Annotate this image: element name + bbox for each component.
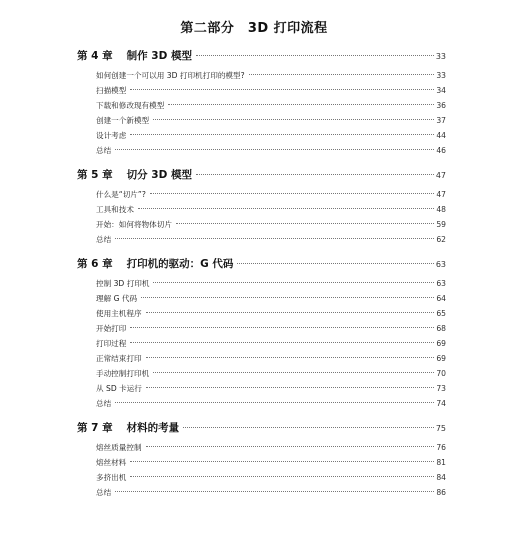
dot-leader [153, 372, 434, 373]
dot-leader [176, 223, 434, 224]
dot-leader [196, 174, 434, 175]
dot-leader [138, 208, 434, 209]
toc-entry[interactable] [96, 457, 446, 472]
dot-leader [150, 193, 434, 194]
dot-leader [183, 427, 434, 428]
toc-entry[interactable] [96, 234, 446, 249]
toc-entry[interactable] [96, 100, 446, 115]
entry-title: 创建一个新模型 [96, 116, 150, 125]
entry-title: 正常结束打印 [96, 354, 142, 363]
dot-leader [146, 387, 434, 388]
entry-title: 什么是“切片”? [96, 190, 146, 199]
entry-page-number: 47 [436, 190, 446, 199]
entry-page-number: 65 [436, 309, 446, 318]
dot-leader [115, 149, 434, 150]
chapter-title: 打印机的驱动：G 代码 [126, 258, 234, 270]
dot-leader [115, 402, 434, 403]
entry-page-number: 81 [436, 458, 446, 467]
entry-page-number: 64 [436, 294, 446, 303]
entry-page-number: 69 [436, 354, 446, 363]
entry-page-number: 33 [436, 71, 446, 80]
dot-leader [249, 74, 435, 75]
toc-entry[interactable] [96, 204, 446, 219]
chapter-number: 第 4 章 [77, 50, 113, 62]
dot-leader [237, 263, 433, 264]
dot-leader [130, 327, 434, 328]
dot-leader [130, 134, 434, 135]
part-title: 第二部分 3D 打印流程 [180, 21, 328, 36]
entry-title: 总结 [96, 488, 112, 497]
chapter-number: 第 5 章 [77, 169, 113, 181]
dot-leader [146, 446, 435, 447]
toc-entry[interactable] [96, 85, 446, 100]
entry-title: 打印过程 [96, 339, 127, 348]
entry-page-number: 74 [436, 399, 446, 408]
section-list [96, 278, 446, 413]
toc-entry[interactable] [96, 338, 446, 353]
toc-entry[interactable] [96, 472, 446, 487]
entry-title: 熔丝质量控制 [96, 443, 142, 452]
toc-entry[interactable] [96, 130, 446, 145]
chapter-heading[interactable] [77, 256, 446, 272]
entry-title: 从 SD 卡运行 [96, 384, 142, 393]
dot-leader [130, 461, 434, 462]
toc-entry[interactable] [96, 398, 446, 413]
entry-page-number: 37 [436, 116, 446, 125]
entry-title: 控制 3D 打印机 [96, 279, 150, 288]
chapter-number: 第 6 章 [77, 258, 113, 270]
dot-leader [130, 476, 434, 477]
dot-leader [168, 104, 434, 105]
chapter-page-number: 47 [435, 171, 446, 180]
entry-title: 总结 [96, 146, 112, 155]
toc-entry[interactable] [96, 487, 446, 502]
entry-page-number: 86 [436, 488, 446, 497]
entry-page-number: 73 [436, 384, 446, 393]
entry-page-number: 36 [436, 101, 446, 110]
entry-title: 设计考虑 [96, 131, 127, 140]
dot-leader [115, 238, 434, 239]
dot-leader [115, 491, 434, 492]
entry-page-number: 48 [436, 205, 446, 214]
dot-leader [146, 357, 435, 358]
chapter-page-number: 33 [435, 52, 446, 61]
entry-title: 总结 [96, 399, 112, 408]
chapter-number: 第 7 章 [77, 422, 113, 434]
entry-title: 扫描模型 [96, 86, 127, 95]
toc-entry[interactable] [96, 219, 446, 234]
chapter-title: 材料的考量 [126, 422, 180, 434]
entry-title: 下载和修改现有模型 [96, 101, 165, 110]
toc-entry[interactable] [96, 323, 446, 338]
chapter-heading[interactable] [77, 167, 446, 183]
entry-page-number: 46 [436, 146, 446, 155]
entry-title: 多挤出机 [96, 473, 127, 482]
toc-entry[interactable] [96, 293, 446, 308]
entry-page-number: 34 [436, 86, 446, 95]
dot-leader [130, 89, 434, 90]
entry-page-number: 70 [436, 369, 446, 378]
chapter-title: 制作 3D 模型 [126, 50, 192, 62]
toc-entry[interactable] [96, 383, 446, 398]
entry-page-number: 84 [436, 473, 446, 482]
entry-title: 开始：如何将物体切片 [96, 220, 172, 229]
toc-entry[interactable] [96, 278, 446, 293]
entry-title: 总结 [96, 235, 112, 244]
entry-page-number: 62 [436, 235, 446, 244]
chapter-heading[interactable] [77, 420, 446, 436]
section-list [96, 189, 446, 249]
entry-title: 手动控制打印机 [96, 369, 150, 378]
toc-entry[interactable] [96, 353, 446, 368]
table-of-contents [77, 48, 446, 509]
dot-leader [153, 119, 434, 120]
dot-leader [146, 312, 435, 313]
toc-entry[interactable] [96, 442, 446, 457]
toc-entry[interactable] [96, 145, 446, 160]
toc-entry[interactable] [96, 189, 446, 204]
entry-page-number: 76 [436, 443, 446, 452]
chapter-heading[interactable] [77, 48, 446, 64]
entry-page-number: 68 [436, 324, 446, 333]
entry-title: 熔丝材料 [96, 458, 127, 467]
entry-title: 工具和技术 [96, 205, 134, 214]
entry-title: 如何创建一个可以用 3D 打印机打印的模型? [96, 71, 245, 80]
dot-leader [153, 282, 434, 283]
toc-entry[interactable] [96, 70, 446, 85]
chapter-page-number: 75 [435, 424, 446, 433]
toc-entry[interactable] [96, 308, 446, 323]
entry-title: 使用主机程序 [96, 309, 142, 318]
section-list [96, 70, 446, 160]
chapter-title: 切分 3D 模型 [126, 169, 192, 181]
entry-page-number: 69 [436, 339, 446, 348]
section-list [96, 442, 446, 502]
chapter-page-number: 63 [435, 260, 446, 269]
dot-leader [141, 297, 434, 298]
dot-leader [196, 55, 434, 56]
entry-page-number: 59 [436, 220, 446, 229]
toc-entry[interactable] [96, 368, 446, 383]
dot-leader [130, 342, 434, 343]
entry-page-number: 44 [436, 131, 446, 140]
entry-title: 理解 G 代码 [96, 294, 138, 303]
entry-title: 开始打印 [96, 324, 127, 333]
toc-entry[interactable] [96, 115, 446, 130]
entry-page-number: 63 [436, 279, 446, 288]
